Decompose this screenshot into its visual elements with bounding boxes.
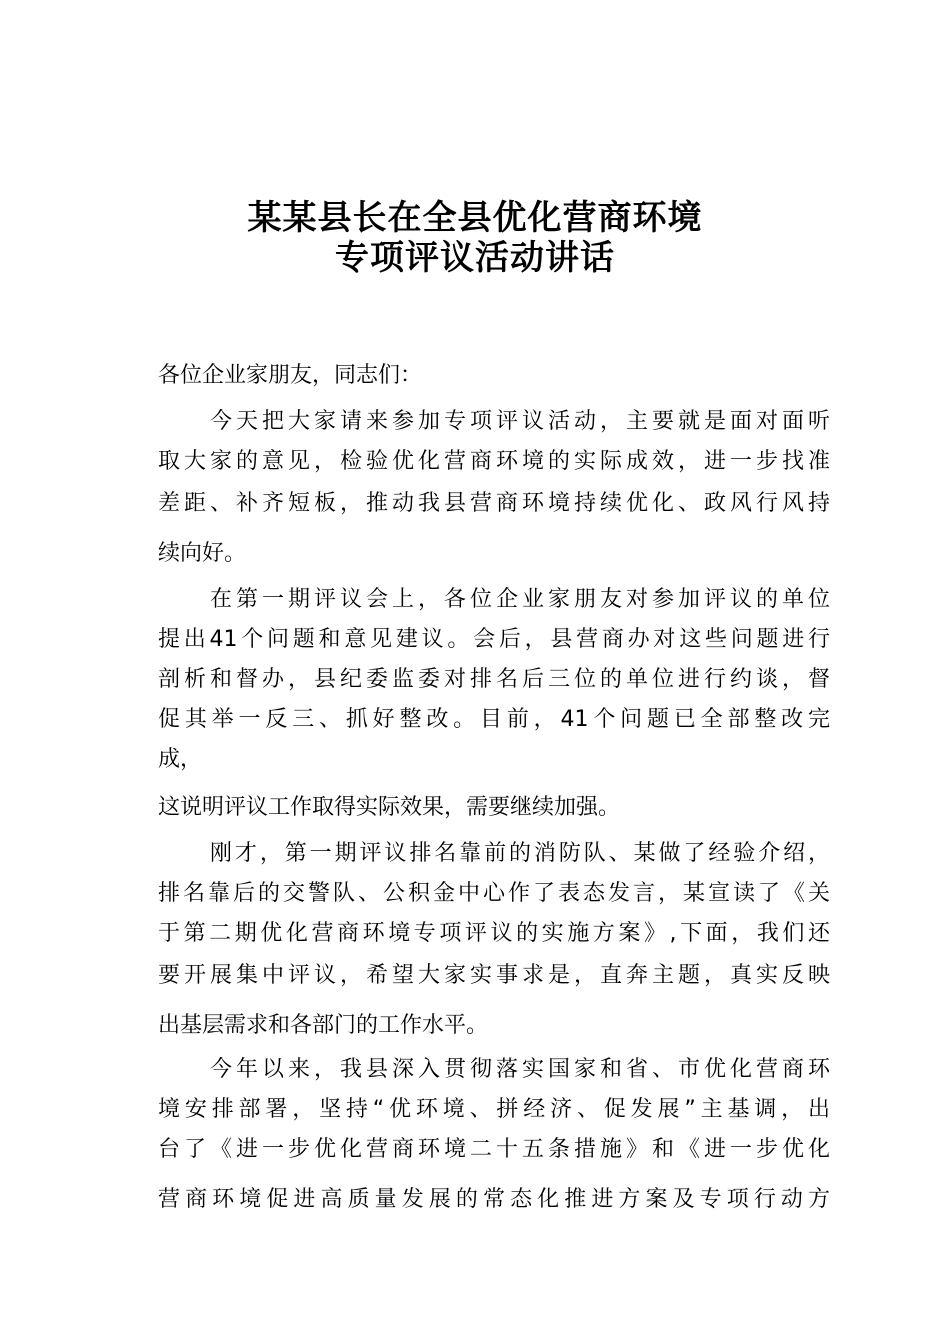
body-line: 出基层需求和各部门的工作水平。 bbox=[158, 1013, 489, 1038]
body-line: 刚才，第一期评议排名靠前的消防队、某做了经验介绍， bbox=[210, 841, 830, 866]
body-line: 提出41个问题和意见建议。会后，县营商办对这些问题进行 bbox=[158, 627, 830, 652]
body-line: 续向好。 bbox=[158, 541, 247, 566]
body-line: 成， bbox=[158, 747, 203, 772]
body-line: 剖析和督办，县纪委监委对排名后三位的单位进行约谈，督 bbox=[158, 667, 830, 692]
body-line: 差距、补齐短板，推动我县营商环境持续优化、政风行风持 bbox=[158, 491, 830, 516]
body-line: 营商环境促进高质量发展的常态化推进方案及专项行动方 bbox=[158, 1187, 830, 1212]
body-line: 境安排部署，坚持“优环境、拼经济、促发展”主基调，出 bbox=[158, 1097, 830, 1122]
body-line: 今天把大家请来参加专项评议活动，主要就是面对面听 bbox=[210, 409, 830, 434]
document-title-line-1: 某某县长在全县优化营商环境 bbox=[247, 198, 703, 238]
body-line: 于第二期优化营商环境专项评议的实施方案》,下面，我们还 bbox=[158, 921, 830, 946]
body-line: 要开展集中评议，希望大家实事求是，直奔主题，真实反映 bbox=[158, 963, 830, 988]
salutation: 各位企业家朋友，同志们： bbox=[158, 363, 423, 388]
body-line: 在第一期评议会上，各位企业家朋友对参加评议的单位 bbox=[210, 587, 830, 612]
body-line: 取大家的意见，检验优化营商环境的实际成效，进一步找准 bbox=[158, 449, 830, 474]
body-line: 排名靠后的交警队、公积金中心作了表态发言，某宣读了《关 bbox=[158, 881, 830, 906]
body-line: 这说明评议工作取得实际效果，需要继续加强。 bbox=[158, 795, 621, 820]
body-line: 促其举一反三、抓好整改。目前，41个问题已全部整改完 bbox=[158, 707, 830, 732]
document-title-line-2: 专项评议活动讲话 bbox=[335, 238, 615, 278]
body-line: 今年以来，我县深入贯彻落实国家和省、市优化营商环 bbox=[210, 1057, 830, 1082]
body-line: 台了《进一步优化营商环境二十五条措施》和《进一步优化 bbox=[158, 1137, 830, 1162]
